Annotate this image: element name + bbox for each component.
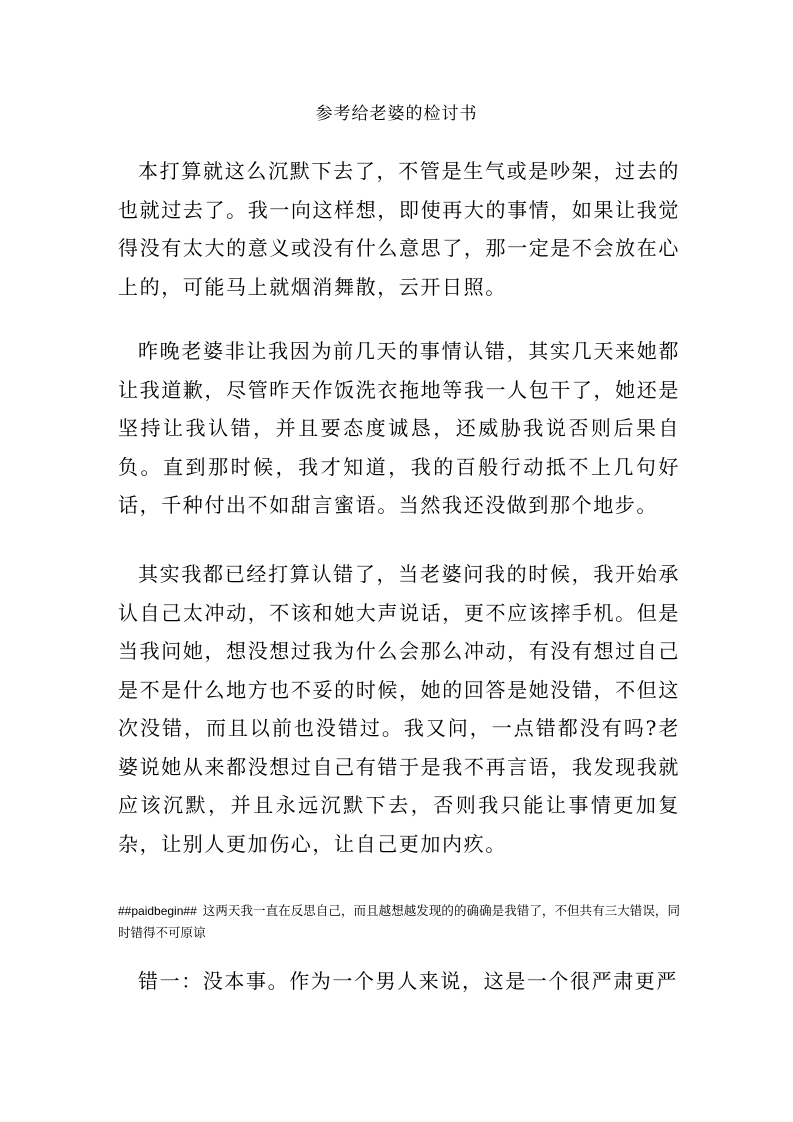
- paragraph-3: 其实我都已经打算认错了，当老婆问我的时候，我开始承认自己太冲动，不该和她大声说话，更不应该摔手机。但是当我问她，想没想过我为什么会那么冲动，有没有想过自己是不是什么地方也不妥的时候，她的回答是她没错，不但这次没错，而且以前也没错过。我又问，一点错都没有吗?老婆说她从来都没想过自己有错于是我不再言语，我发现我就应该沉默，并且永远沉默下去，否则我只能让事情更加复杂，让别人更加伤心，让自己更加内疚。: [118, 562, 680, 856]
- paragraph-2: 昨晚老婆非让我因为前几天的事情认错，其实几天来她都让我道歉，尽管昨天作饭洗衣拖地等我一人包干了，她还是坚持让我认错，并且要态度诚恳，还威胁我说否则后果自负。直到那时候，我才知道，我的百般行动抵不上几句好话，千种付出不如甜言蜜语。当然我还没做到那个地步。: [118, 339, 680, 517]
- paragraph-1: 本打算就这么沉默下去了，不管是生气或是吵架，过去的也就过去了。我一向这样想，即使再大的事情，如果让我觉得没有太大的意义或没有什么意思了，那一定是不会放在心上的，可能马上就烟消舞散，云开日照。: [118, 159, 680, 299]
- document-title: 参考给老婆的检讨书: [315, 104, 478, 124]
- paid-text: 这两天我一直在反思自己，而且越想越发现的的确确是我错了，不但共有三大错误，同时错得不可原谅: [118, 903, 680, 940]
- paid-marker: ##paidbegin##: [118, 904, 197, 918]
- paragraph-4: 错一：没本事。作为一个男人来说，这是一个很严肃更严: [138, 969, 678, 993]
- paid-section: [118, 900, 680, 944]
